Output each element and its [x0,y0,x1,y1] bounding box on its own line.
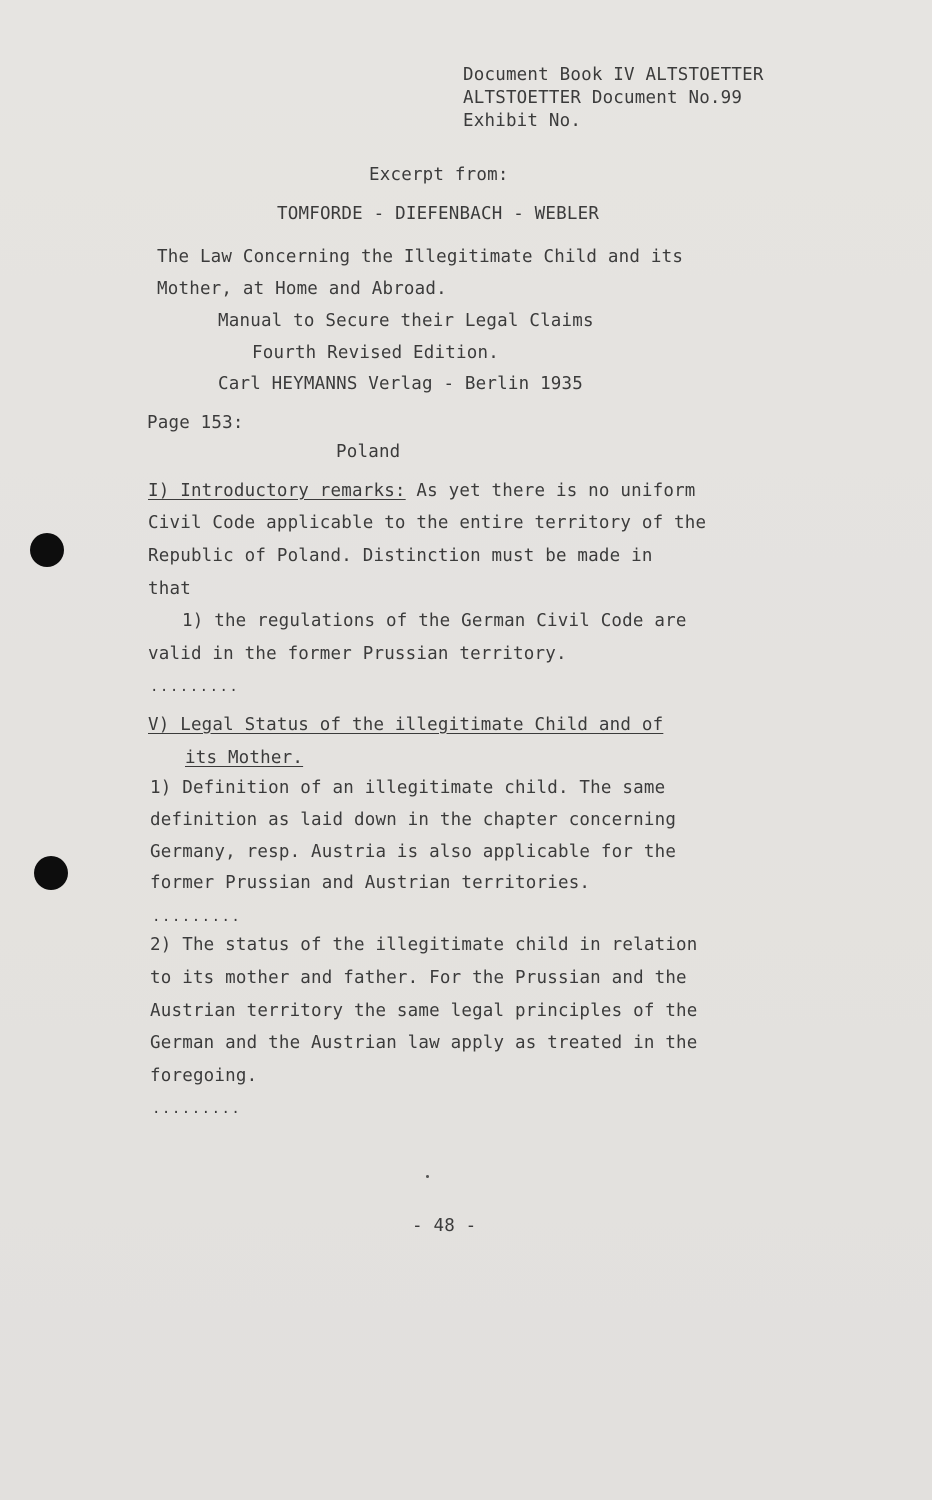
section-1-line-3: Republic of Poland. Distinction must be made in [148,546,653,566]
section-5-p2-line-5: foregoing. [150,1066,258,1086]
ellipsis-1: ......... [150,679,240,695]
excerpt-label: Excerpt from: [369,165,509,185]
authors: TOMFORDE - DIEFENBACH - WEBLER [277,204,600,224]
section-1-line-1 [148,480,696,502]
ellipsis-3: ......... [152,1101,242,1117]
page-reference: Page 153: [147,413,244,433]
section-5-p2-line-1: 2) The status of the illegitimate child in relation [150,935,698,955]
paper-speck [426,1175,429,1178]
section-5-p1-line-1: 1) Definition of an illegitimate child. The same [150,778,666,798]
section-1-line-2: Civil Code applicable to the entire territory of the [148,513,707,533]
section-1-item-1-line-1: 1) the regulations of the German Civil Code are [182,611,687,631]
section-5-p2-line-2: to its mother and father. For the Prussian and the [150,968,687,988]
section-1-line-4: that [148,579,191,599]
section-5-p2-line-4: German and the Austrian law apply as treated in the [150,1033,698,1053]
section-1-item-1-line-2: valid in the former Prussian territory. [148,644,567,664]
section-5-heading-line-1: V) Legal Status of the illegitimate Child and of [148,715,664,735]
header-line-1: Document Book IV ALTSTOETTER [463,65,764,85]
book-edition: Fourth Revised Edition. [252,343,499,363]
book-title-line-2: Mother, at Home and Abroad. [157,279,447,299]
section-5-heading-line-2: its Mother. [185,748,304,768]
book-title-line-1: The Law Concerning the Illegitimate Child and its [157,247,684,267]
header-line-3: Exhibit No. [463,111,582,131]
ellipsis-2: ......... [152,909,242,925]
section-5-p1-line-3: Germany, resp. Austria is also applicable for the [150,842,677,862]
book-subtitle: Manual to Secure their Legal Claims [218,311,594,331]
book-publisher: Carl HEYMANNS Verlag - Berlin 1935 [218,374,584,394]
header-line-2: ALTSTOETTER Document No.99 [463,88,743,108]
section-1-line-1-text: As yet there is no uniform [405,481,696,501]
section-1-heading: I) Introductory remarks: [148,481,406,501]
section-5-p1-line-2: definition as laid down in the chapter concerning [150,810,677,830]
punch-hole-bottom [34,856,68,890]
country-heading: Poland [336,442,401,462]
punch-hole-top [30,533,64,567]
page-number: - 48 - [412,1216,477,1236]
section-5-p1-line-4: former Prussian and Austrian territories. [150,873,591,893]
section-5-p2-line-3: Austrian territory the same legal principles of the [150,1001,698,1021]
